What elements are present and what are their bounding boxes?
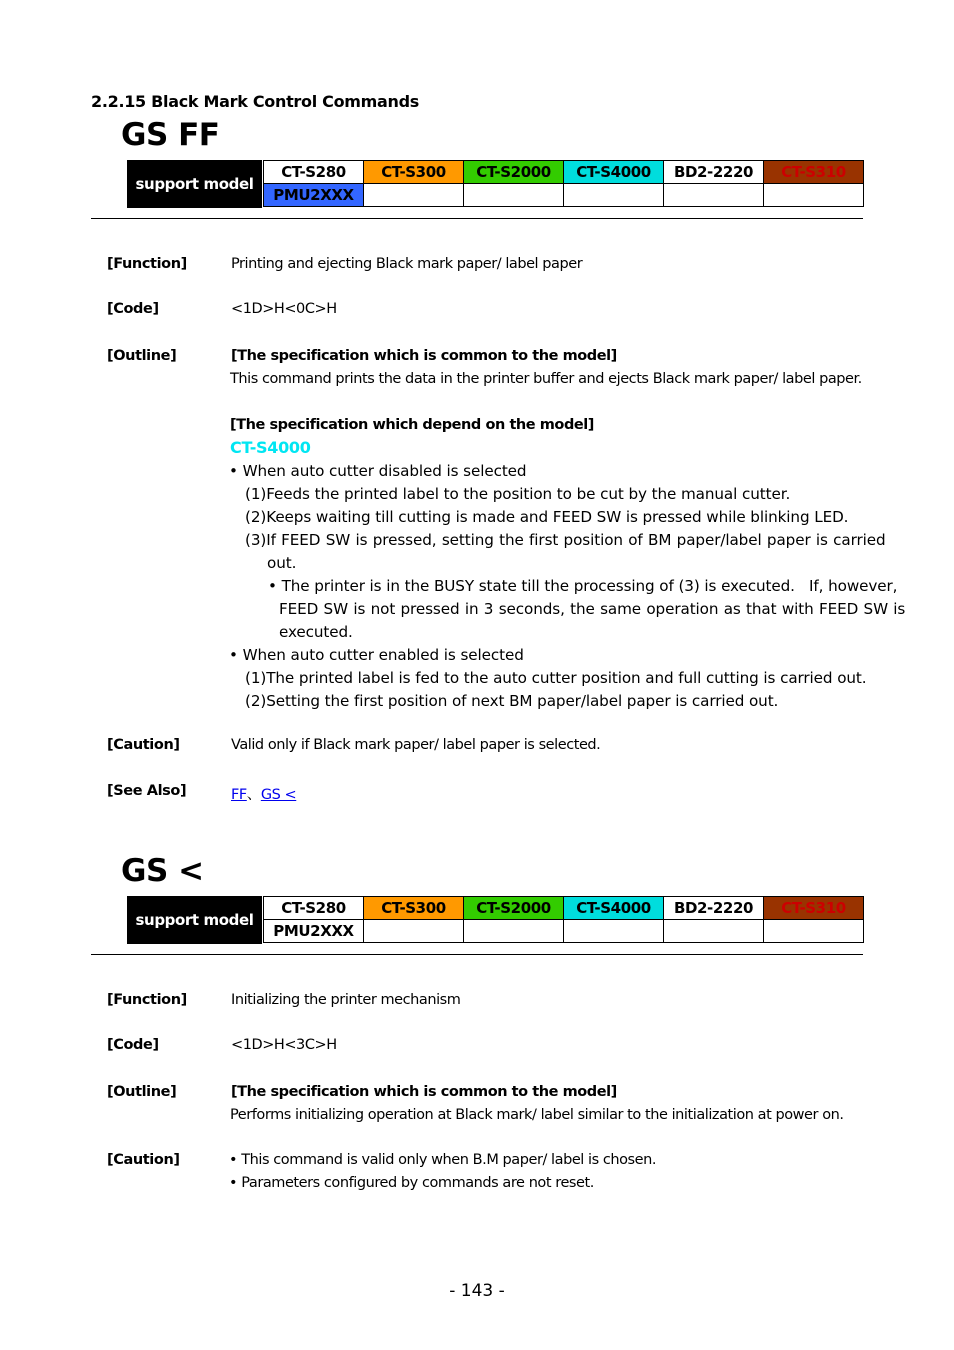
label-see-also: [See Also] — [107, 783, 187, 799]
model-cell-ct-s300: CT-S300 — [364, 161, 464, 184]
see-also-link-ff[interactable]: FF — [231, 787, 247, 803]
model-cell-empty — [664, 920, 764, 943]
model-cell-empty — [364, 920, 464, 943]
label-code: [Code] — [107, 301, 159, 317]
caution-text: Valid only if Black mark paper/ label paper is selected. — [231, 737, 601, 753]
model-cell-bd2-2220: BD2-2220 — [664, 161, 764, 184]
model-cell-ct-s300: CT-S300 — [364, 897, 464, 920]
page-number: - 143 - — [449, 1281, 505, 1301]
label-caution: [Caution] — [107, 737, 180, 753]
model-cell-empty — [464, 184, 564, 207]
caution-item: • Parameters configured by commands are not reset. — [229, 1175, 594, 1191]
outline-common-heading: [The specification which is common to the model] — [231, 1084, 617, 1100]
label-code: [Code] — [107, 1037, 159, 1053]
caution-item: • This command is valid only when B.M paper/ label is chosen. — [229, 1152, 657, 1168]
model-cell-bd2-2220: BD2-2220 — [664, 897, 764, 920]
list-item: FEED SW is not pressed in 3 seconds, the same operation as that with FEED SW is — [279, 600, 906, 618]
label-caution: [Caution] — [107, 1152, 180, 1168]
model-cell-empty — [664, 184, 764, 207]
support-model-label: support model — [127, 160, 262, 208]
label-outline: [Outline] — [107, 1084, 177, 1100]
label-outline: [Outline] — [107, 348, 177, 364]
model-cell-pmu2xxx: PMU2XXX — [264, 184, 364, 207]
list-item: (1)The printed label is fed to the auto cutter position and full cutting is carried out. — [245, 669, 867, 687]
model-cell-empty — [764, 184, 864, 207]
list-item: (1)Feeds the printed label to the position to be cut by the manual cutter. — [245, 485, 791, 503]
see-also-separator: 、 — [246, 787, 261, 803]
support-model-label: support model — [127, 896, 262, 944]
model-cell-ct-s280: CT-S280 — [264, 897, 364, 920]
model-cell-ct-s4000: CT-S4000 — [564, 161, 664, 184]
list-item: • When auto cutter disabled is selected — [229, 462, 527, 480]
function-text: Initializing the printer mechanism — [231, 992, 461, 1008]
list-item: • The printer is in the BUSY state till the processing of (3) is executed. If, however, — [268, 577, 898, 595]
outline-model-heading: [The specification which depend on the model] — [230, 417, 594, 433]
support-model-table-gs-lt — [127, 896, 866, 944]
support-model-table-gs-ff — [127, 160, 866, 208]
model-cell-ct-s310: CT-S310 — [764, 161, 864, 184]
outline-common-text: This command prints the data in the printer buffer and ejects Black mark paper/ label paper. — [230, 371, 862, 387]
outline-common-text: Performs initializing operation at Black mark/ label similar to the initialization at power on. — [230, 1107, 844, 1123]
section-divider — [91, 954, 863, 955]
command-title-gs-lt: GS < — [121, 853, 204, 889]
see-also-links — [231, 783, 296, 804]
outline-model-name: CT-S4000 — [230, 438, 311, 457]
model-cell-empty — [764, 920, 864, 943]
model-cell-empty — [464, 920, 564, 943]
list-item: (2)Keeps waiting till cutting is made and FEED SW is pressed while blinking LED. — [245, 508, 849, 526]
outline-common-heading: [The specification which is common to the model] — [231, 348, 617, 364]
model-cell-ct-s4000: CT-S4000 — [564, 897, 664, 920]
code-text: <1D>H<3C>H — [231, 1037, 337, 1053]
list-item: out. — [267, 554, 297, 572]
model-cell-ct-s2000: CT-S2000 — [464, 161, 564, 184]
model-cell-empty — [564, 920, 664, 943]
code-text: <1D>H<0C>H — [231, 301, 337, 317]
section-divider — [91, 218, 863, 219]
model-cell-ct-s2000: CT-S2000 — [464, 897, 564, 920]
command-title-gs-ff: GS FF — [121, 117, 220, 153]
function-text: Printing and ejecting Black mark paper/ label paper — [231, 256, 583, 272]
list-item: (3)If FEED SW is pressed, setting the first position of BM paper/label paper is carried — [245, 531, 886, 549]
label-function: [Function] — [107, 256, 187, 272]
list-item: (2)Setting the first position of next BM paper/label paper is carried out. — [245, 692, 779, 710]
list-item: executed. — [279, 623, 353, 641]
model-cell-ct-s280: CT-S280 — [264, 161, 364, 184]
label-function: [Function] — [107, 992, 187, 1008]
see-also-link-gs-lt[interactable]: GS < — [260, 787, 297, 803]
list-item: • When auto cutter enabled is selected — [229, 646, 524, 664]
section-title: 2.2.15 Black Mark Control Commands — [91, 92, 420, 111]
model-cell-empty — [564, 184, 664, 207]
model-cell-empty — [364, 184, 464, 207]
model-cell-ct-s310: CT-S310 — [764, 897, 864, 920]
model-cell-pmu2xxx: PMU2XXX — [264, 920, 364, 943]
